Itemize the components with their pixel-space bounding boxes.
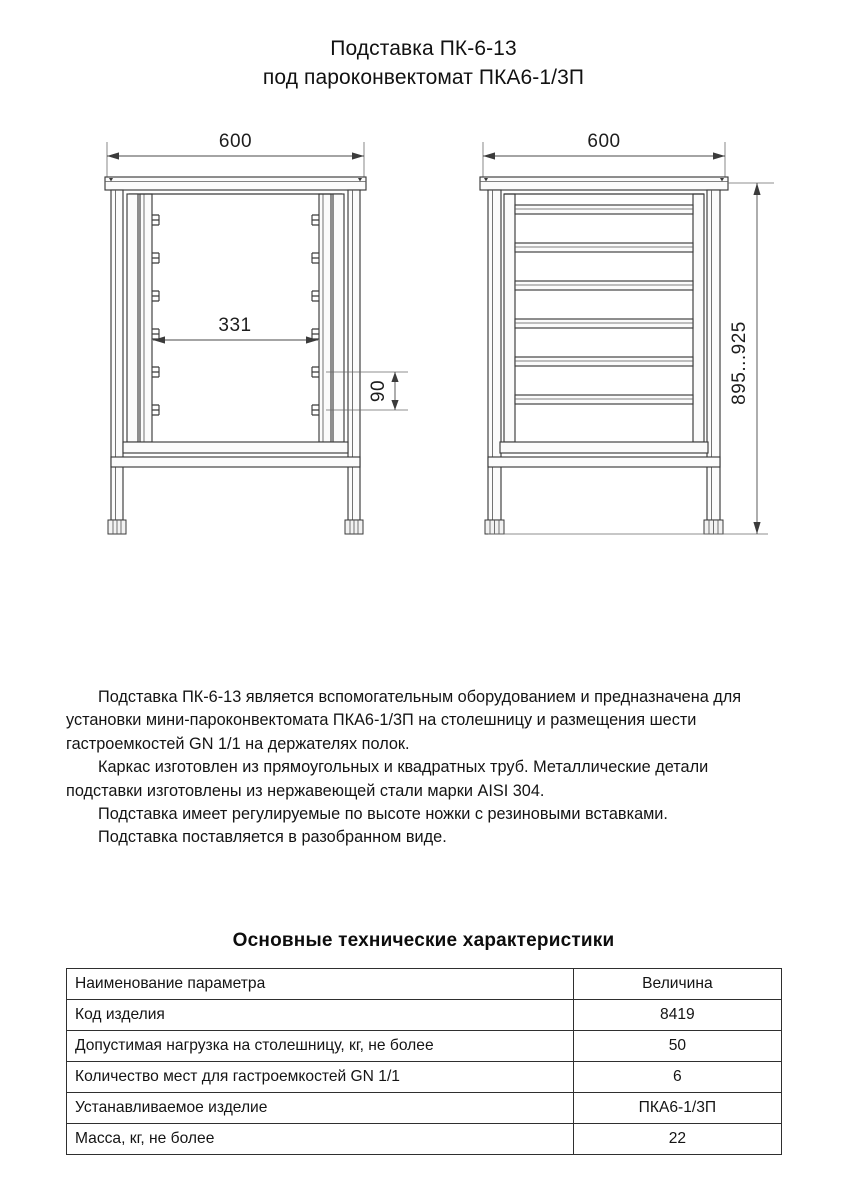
page-title bbox=[0, 34, 847, 92]
table-row bbox=[67, 1124, 782, 1155]
description-paragraph-1: Подставка ПК-6-13 является вспомогательным оборудованием и предназначена для установки мини-пароконвектомата ПКА6-1/3П на столешницу и размещения шести гастроемкостей GN 1/1 на держателях полок. bbox=[66, 688, 742, 753]
spec-name: Допустимая нагрузка на столешницу, кг, не более bbox=[67, 1031, 574, 1062]
spec-value: 50 bbox=[573, 1031, 781, 1062]
frame-legs-side bbox=[488, 190, 720, 520]
shelf-holder-post-right bbox=[312, 194, 331, 442]
lower-cross-rails-side bbox=[488, 442, 720, 467]
worktop-side bbox=[480, 177, 728, 190]
side-width-dimension bbox=[483, 131, 725, 182]
adjustable-foot-side-right bbox=[704, 520, 723, 534]
specs-table bbox=[66, 968, 782, 1155]
description-block bbox=[66, 686, 786, 850]
shelf-holder-notches-left bbox=[152, 215, 159, 415]
inner-width-value: 331 bbox=[218, 315, 252, 336]
front-width-value: 600 bbox=[218, 131, 253, 152]
front-width-dimension bbox=[107, 131, 364, 182]
description-paragraph-3: Подставка имеет регулируемые по высоте ножки с резиновыми вставками. bbox=[98, 805, 668, 824]
technical-drawing-area bbox=[0, 120, 847, 680]
adjustable-foot-side-left bbox=[485, 520, 504, 534]
front-view-drawing bbox=[96, 120, 426, 680]
spec-value: ПКА6-1/3П bbox=[573, 1093, 781, 1124]
worktop bbox=[105, 177, 366, 190]
adjustable-foot-left bbox=[108, 520, 126, 534]
column-header-name: Наименование параметра bbox=[67, 969, 574, 1000]
height-value: 895...925 bbox=[729, 321, 750, 405]
column-header-value: Величина bbox=[573, 969, 781, 1000]
inner-width-dimension bbox=[153, 315, 318, 344]
spec-value: 22 bbox=[573, 1124, 781, 1155]
shelf-holder-post-left bbox=[140, 194, 159, 442]
description-paragraph-4: Подставка поставляется в разобранном виде. bbox=[98, 828, 447, 847]
table-row bbox=[67, 1093, 782, 1124]
title-line-2: под пароконвектомат ПКА6-1/3П bbox=[262, 66, 585, 89]
spec-name: Код изделия bbox=[67, 1000, 574, 1031]
spec-name: Масса, кг, не более bbox=[67, 1124, 574, 1155]
side-width-value: 600 bbox=[587, 131, 621, 152]
specs-heading: Основные технические характеристики bbox=[232, 930, 615, 951]
inner-uprights-side bbox=[504, 194, 704, 442]
shelf-pitch-value: 90 bbox=[368, 379, 389, 403]
table-header-row bbox=[67, 969, 782, 1000]
spec-name: Устанавливаемое изделие bbox=[67, 1093, 574, 1124]
spec-value: 6 bbox=[573, 1062, 781, 1093]
table-row bbox=[67, 1031, 782, 1062]
side-view-drawing bbox=[452, 120, 812, 680]
description-paragraph-2: Каркас изготовлен из прямоугольных и квадратных труб. Металлические детали подставки изготовлены из нержавеющей стали марки AISI 304. bbox=[66, 758, 709, 800]
title-line-1: Подставка ПК-6-13 bbox=[330, 37, 517, 60]
lower-cross-rails bbox=[111, 442, 360, 467]
table-row bbox=[67, 1000, 782, 1031]
adjustable-foot-right bbox=[345, 520, 363, 534]
shelf-holder-notches-right bbox=[312, 215, 319, 415]
spec-value: 8419 bbox=[573, 1000, 781, 1031]
table-row bbox=[67, 1062, 782, 1093]
shelf-rails bbox=[515, 205, 693, 404]
spec-name: Количество мест для гастроемкостей GN 1/1 bbox=[67, 1062, 574, 1093]
height-dimension bbox=[728, 183, 774, 534]
